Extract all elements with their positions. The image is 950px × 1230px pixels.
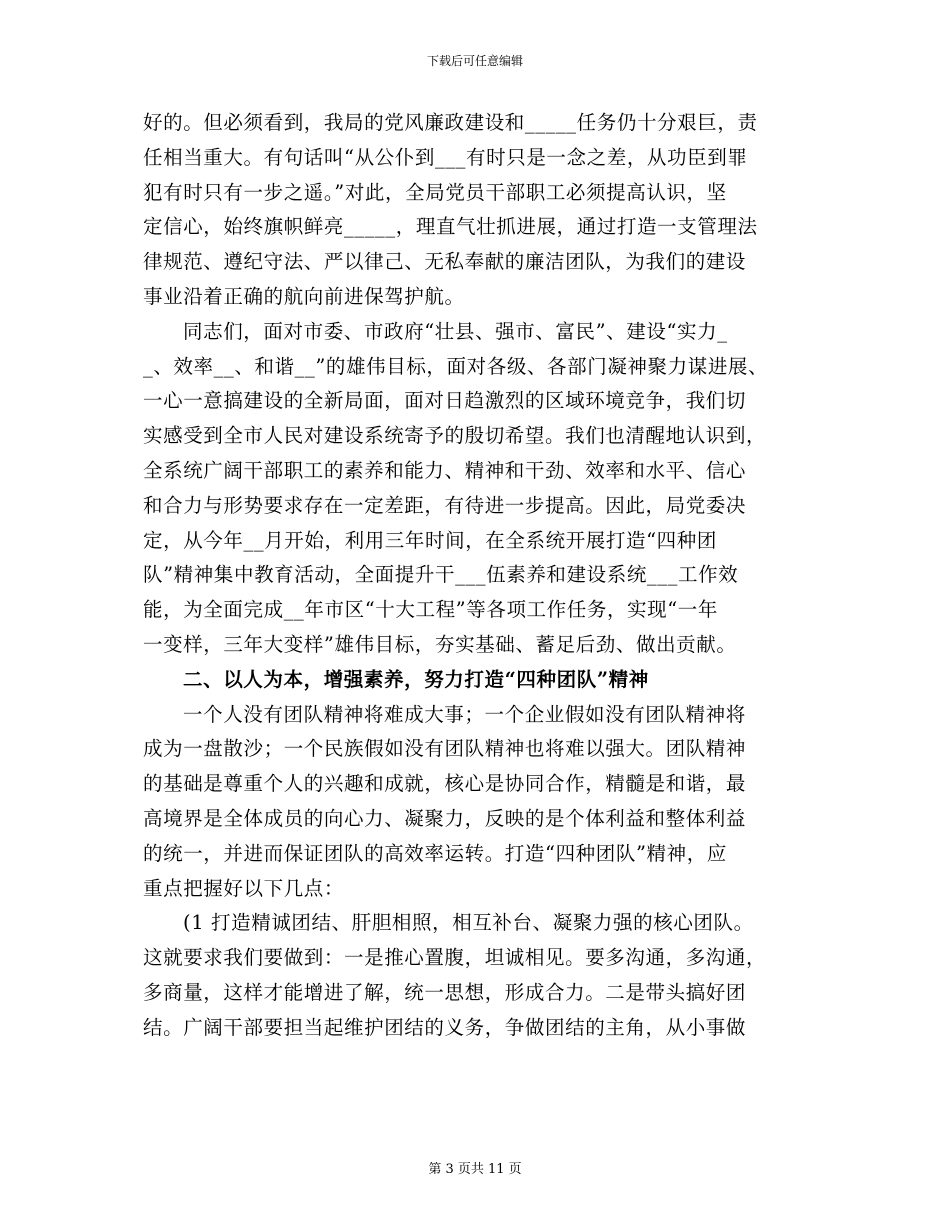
text-line: 定信心，始终旗帜鲜亮_____，理直气壮抓进展，通过打造一支管理法 (143, 215, 758, 239)
page-footer: 第 3 页共 11 页 (428, 1162, 522, 1177)
section-heading: 二、以人为本，增强素养，努力打造“四种团队”精神 (183, 667, 649, 691)
text-line: 队”精神集中教育活动，全面提升干___伍素养和建设系统___工作效 (143, 563, 739, 587)
text-line: _、效率__、和谐__”的雄伟目标，面对各级、各部门凝神聚力谋进展、 (143, 354, 769, 378)
paragraph-first-line: 同志们，面对市委、市政府“壮县、强市、富民”、建设“实力_ (183, 319, 728, 343)
paragraph-first-line: 一个人没有团队精神将难成大事；一个企业假如没有团队精神将 (183, 702, 746, 726)
text-line: 全系统广阔干部职工的素养和能力、精神和干劲、效率和水平、信心 (143, 458, 747, 482)
text-line: 定，从今年__月开始，利用三年时间，在全系统开展打造“四种团 (143, 528, 717, 552)
document-body (143, 106, 810, 1046)
text-line: 这就要求我们要做到：一是推心置腹，坦诚相见。要多沟通，多沟通， (143, 946, 767, 970)
text-line: 结。广阔干部要担当起维护团结的义务，争做团结的主角，从小事做 (143, 1015, 747, 1039)
text-line: 高境界是全体成员的向心力、凝聚力，反映的是个体利益和整体利益 (143, 806, 747, 830)
text-line: 一心一意搞建设的全新局面，面对日趋激烈的区域环境竞争，我们切 (143, 389, 747, 413)
text-line: 重点把握好以下几点： (143, 876, 345, 900)
text-line: 能，为全面完成__年市区“十大工程”等各项工作任务，实现“一年 (143, 598, 719, 622)
text-line: 多商量，这样才能增进了解，统一思想，形成合力。二是带头搞好团 (143, 980, 747, 1004)
paragraph-first-line: (1 打造精诚团结、肝胆相照，相互补台、凝聚力强的核心团队。 (183, 911, 754, 935)
text-line: 实感受到全市人民对建设系统寄予的殷切希望。我们也清醒地认识到， (143, 424, 767, 448)
text-line: 成为一盘散沙；一个民族假如没有团队精神也将难以强大。团队精神 (143, 737, 747, 761)
text-line: 律规范、遵纪守法、严以律己、无私奉献的廉洁团队，为我们的建设 (143, 250, 747, 274)
text-line: 事业沿着正确的航向前进保驾护航。 (143, 284, 465, 308)
text-line: 的基础是尊重个人的兴趣和成就，核心是协同合作，精髓是和谐，最 (143, 772, 747, 796)
text-line: 一变样，三年大变样”雄伟目标，夯实基础、蓄足后劲、做出贡献。 (143, 632, 737, 656)
text-line: 任相当重大。有句话叫“从公仆到___有时只是一念之差，从功臣到罪 (143, 145, 748, 169)
page-header: 下载后可任意编辑 (426, 54, 523, 68)
text-line: 好的。但必须看到，我局的党风廉政建设和_____任务仍十分艰巨，责 (143, 111, 758, 134)
text-line: 犯有时只有一步之遥。”对此，全局党员干部职工必须提高认识，坚 (143, 180, 727, 204)
text-line: 和合力与形势要求存在一定差距，有待进一步提高。因此，局党委决 (143, 493, 747, 517)
text-line: 的统一，并进而保证团队的高效率运转。打造“四种团队”精神，应 (143, 841, 727, 865)
